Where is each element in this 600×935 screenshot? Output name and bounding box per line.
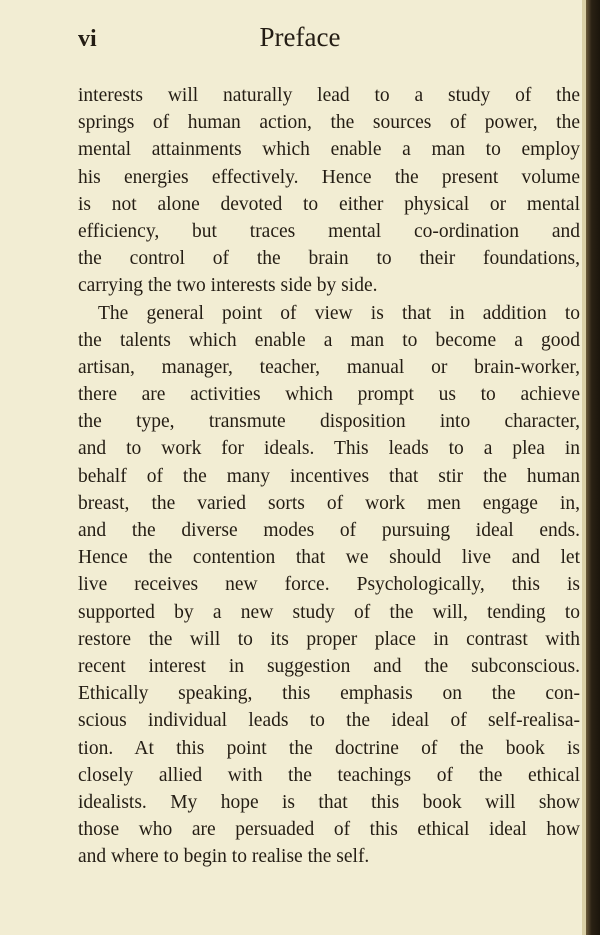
page-number: vi (78, 26, 97, 52)
text-line: the talents which enable a man to become a good (78, 329, 580, 351)
body-text (78, 82, 580, 870)
text-line: the control of the brain to their foundations, (78, 248, 580, 270)
text-line: tion. At this point the doctrine of the book is (78, 737, 580, 759)
text-line: and the diverse modes of pursuing ideal ends. (78, 520, 580, 541)
text-line: The general point of view is that in addition to (98, 302, 580, 324)
text-line: springs of human action, the sources of power, the (78, 112, 580, 134)
running-title: Preface (259, 22, 341, 52)
text-line: his energies effectively. Hence the present volume (78, 166, 580, 188)
book-binding-edge (586, 0, 600, 935)
text-line: interests will naturally lead to a study of the (78, 85, 580, 106)
text-line: is not alone devoted to either physical or mental (78, 193, 580, 215)
text-line: Hence the contention that we should live and let (78, 547, 580, 569)
text-line: the type, transmute disposition into character, (78, 411, 580, 433)
text-line: artisan, manager, teacher, manual or brain-worker, (78, 356, 580, 378)
text-line: supported by a new study of the will, tending to (78, 601, 580, 623)
text-line: closely allied with the teachings of the ethical (78, 764, 580, 786)
text-line: idealists. My hope is that this book will show (78, 791, 580, 813)
text-line: live receives new force. Psychologically, this is (78, 574, 580, 596)
text-line: behalf of the many incentives that stir the human (78, 465, 580, 487)
text-line: mental attainments which enable a man to employ (78, 139, 580, 161)
text-line: there are activities which prompt us to achieve (78, 384, 580, 406)
text-line: Ethically speaking, this emphasis on the con- (78, 683, 580, 705)
text-line: breast, the varied sorts of work men engage in, (78, 492, 580, 514)
text-line: recent interest in suggestion and the subconscious. (78, 655, 580, 677)
text-line: and to work for ideals. This leads to a plea in (78, 438, 580, 460)
text-line: carrying the two interests side by side. (78, 275, 378, 297)
text-line: those who are persuaded of this ethical ideal how (78, 819, 580, 841)
text-line: restore the will to its proper place in contrast with (78, 628, 580, 650)
text-line: efficiency, but traces mental co-ordination and (78, 220, 580, 242)
text-line: and where to begin to realise the self. (78, 846, 370, 868)
text-line: scious individual leads to the ideal of self-realisa- (78, 710, 580, 732)
